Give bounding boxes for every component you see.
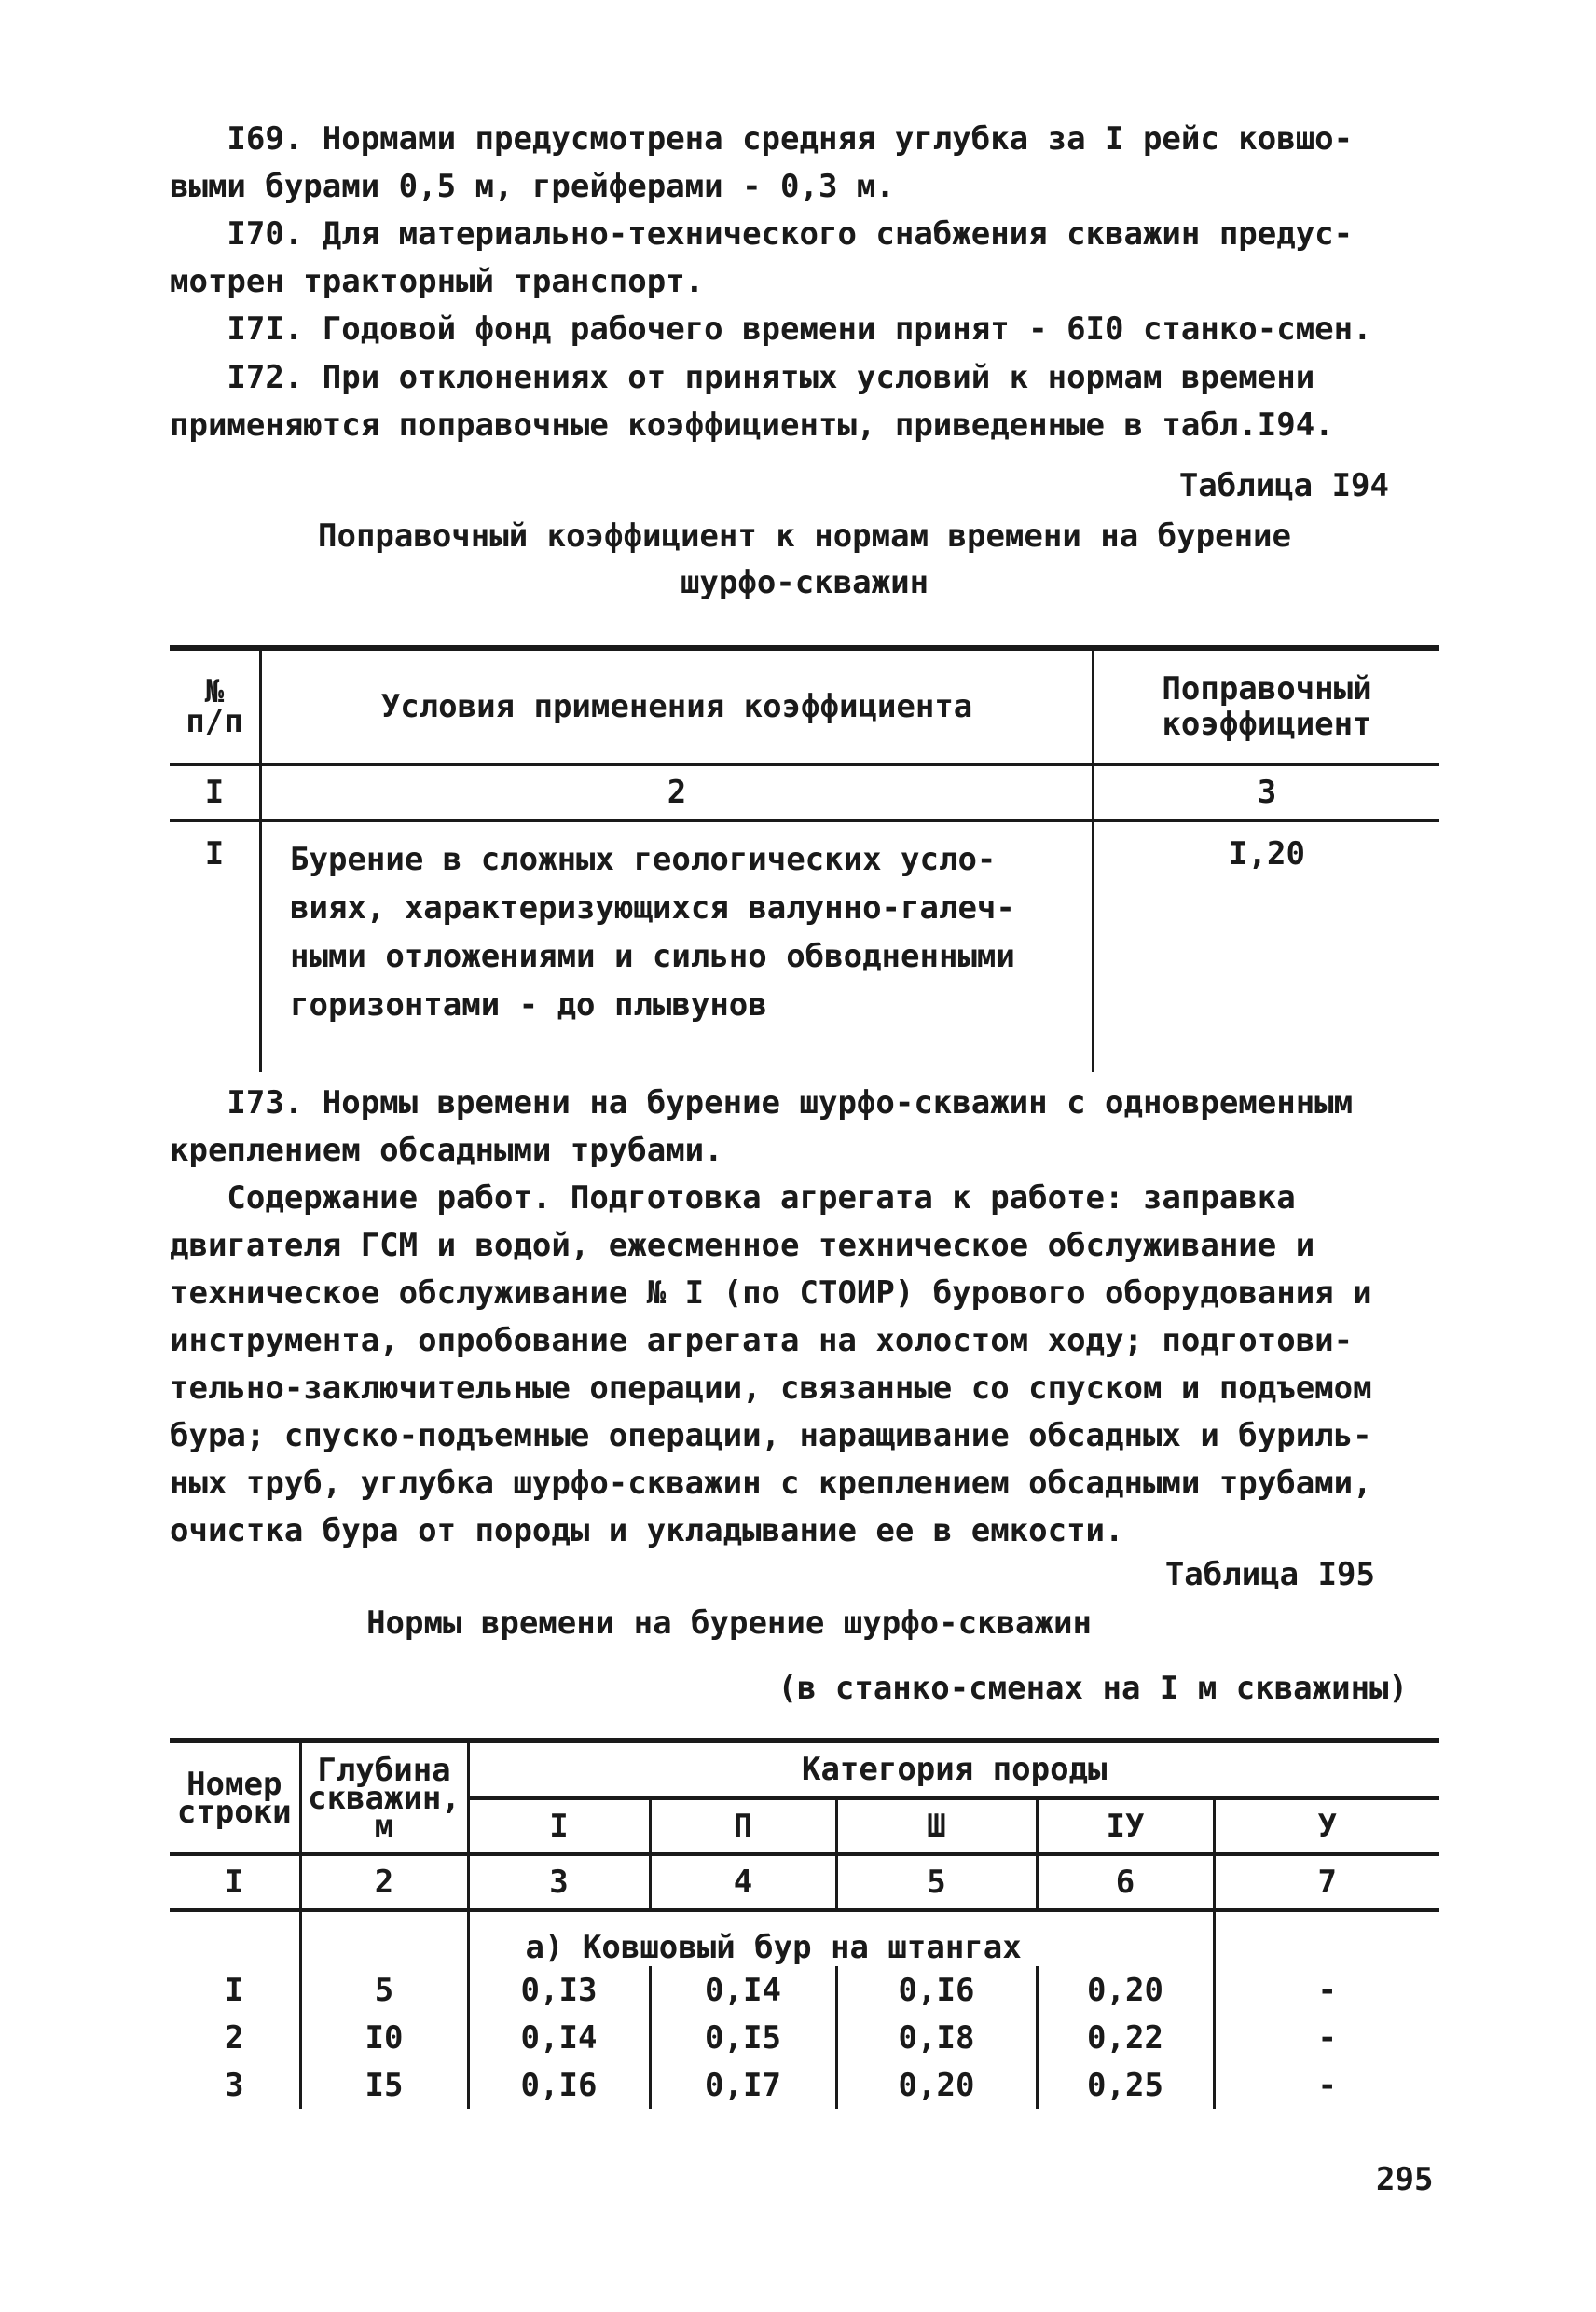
- category-1: I: [468, 1798, 650, 1855]
- col-number-4: 4: [650, 1854, 836, 1910]
- cell-cat-1: 0,I3: [468, 1966, 650, 2014]
- table-194-column-numbers: [170, 764, 1439, 820]
- cell-cat-1: 0,I4: [468, 2014, 650, 2061]
- table-194-title: Поправочный коэффициент к нормам времени на бурение: [318, 517, 1291, 555]
- category-4: IУ: [1037, 1798, 1214, 1855]
- table-195-header-row: [170, 1741, 1439, 1798]
- category-2: П: [650, 1798, 836, 1855]
- col-number-6: 6: [1037, 1854, 1214, 1910]
- cell-cat-2: 0,I5: [650, 2014, 836, 2061]
- category-3: Ш: [836, 1798, 1037, 1855]
- table-row: [170, 1966, 1439, 2014]
- section-row: [170, 1910, 1439, 1966]
- table-row: [170, 2014, 1439, 2061]
- table-194: [170, 645, 1439, 1072]
- table-194-title-line2: шурфо-скважин: [680, 564, 929, 601]
- cell-cat-5: -: [1317, 2018, 1337, 2057]
- header-depth: Глубина скважин, м: [300, 1741, 468, 1854]
- table-195-unit: (в станко-сменах на I м скважины): [777, 1670, 1408, 1707]
- table-194-label: Таблица I94: [1178, 467, 1389, 504]
- paragraph-172: I72. При отклонениях от принятых условий к нормам времени применяются поправочные коэффициенты, приведенные в табл.I94.: [170, 359, 1334, 444]
- col-number-2: 2: [300, 1854, 468, 1910]
- col-number-3: 3: [1094, 764, 1440, 820]
- row-num: I: [170, 820, 261, 1072]
- table-195-title: Нормы времени на бурение шурфо-скважин: [366, 1604, 1092, 1642]
- row-condition: Бурение в сложных геологических усло- виях, характеризующихся валунно-галеч- ными отложениями и сильно обводненными горизонтами - до плывунов: [261, 820, 1094, 1072]
- row-number: 2: [170, 2014, 300, 2061]
- header-num: № п/п: [170, 648, 261, 764]
- col-number-1: I: [170, 1854, 300, 1910]
- paragraph-content: Содержание работ. Подготовка агрегата к работе: заправка двигателя ГСМ и водой, ежесменное техническое обслуживание и техническое обслуживание № I (по СТОИР) бурового оборудования и инструмента, опробование агрегата на холостом ходу; подготови- тельно-заключительные операции, связанные со спуском и подъемом бура; спуско-подъемные операции, наращивание обсадных и буриль- ных труб, углубка шурфо-скважин с креплением обсадными трубами, очистка бура от породы и укладывание ее в емкости.: [170, 1179, 1372, 1549]
- cell-cat-4: 0,25: [1037, 2061, 1214, 2109]
- paragraph-169: I69. Нормами предусмотрена средняя углубка за I рейс ковшо- выми бурами 0,5 м, грейферами - 0,3 м.: [170, 120, 1354, 205]
- page-number: 295: [1376, 2161, 1434, 2198]
- col-number-5: 5: [836, 1854, 1037, 1910]
- paragraph-170: I70. Для материально-технического снабжения скважин предус- мотрен тракторный транспорт.: [170, 215, 1354, 300]
- header-row-number: Номер строки: [170, 1741, 300, 1854]
- cell-cat-1: 0,I6: [468, 2061, 650, 2109]
- cell-cat-3: 0,I6: [836, 1966, 1037, 2014]
- cell-cat-3: 0,20: [836, 2061, 1037, 2109]
- cell-cat-2: 0,I7: [650, 2061, 836, 2109]
- cell-cat-3: 0,I8: [836, 2014, 1037, 2061]
- col-number-7: 7: [1214, 1854, 1439, 1910]
- cell-cat-2: 0,I4: [650, 1966, 836, 2014]
- row-depth: I0: [300, 2014, 468, 2061]
- col-number-1: I: [170, 764, 261, 820]
- header-coefficient: Поправочный коэффициент: [1094, 648, 1440, 764]
- table-row: [170, 2061, 1439, 2109]
- row-number: 3: [170, 2061, 300, 2109]
- table-195-column-numbers: [170, 1854, 1439, 1910]
- table-row: [170, 820, 1439, 1072]
- header-rock-category: Категория породы: [468, 1741, 1439, 1798]
- row-depth: I5: [300, 2061, 468, 2109]
- table-195-label: Таблица I95: [1164, 1556, 1375, 1593]
- col-number-2: 2: [261, 764, 1094, 820]
- table-195: [170, 1738, 1439, 2109]
- cell-cat-5: -: [1317, 2066, 1337, 2104]
- section-a-label: а) Ковшовый бур на штангах: [468, 1910, 1214, 1966]
- row-coefficient: I,20: [1229, 835, 1305, 873]
- paragraph-171: I7I. Годовой фонд рабочего времени принят - 6I0 станко-смен.: [170, 310, 1372, 348]
- cell-cat-5: -: [1317, 1971, 1337, 2009]
- header-condition: Условия применения коэффициента: [261, 648, 1094, 764]
- paragraph-173: I73. Нормы времени на бурение шурфо-скважин с одновременным креплением обсадными трубами.: [170, 1084, 1354, 1169]
- cell-cat-4: 0,20: [1037, 1966, 1214, 2014]
- col-number-3: 3: [468, 1854, 650, 1910]
- category-5: У: [1317, 1808, 1337, 1845]
- cell-cat-4: 0,22: [1037, 2014, 1214, 2061]
- row-depth: 5: [300, 1966, 468, 2014]
- table-194-header-row: [170, 648, 1439, 764]
- row-number: I: [170, 1966, 300, 2014]
